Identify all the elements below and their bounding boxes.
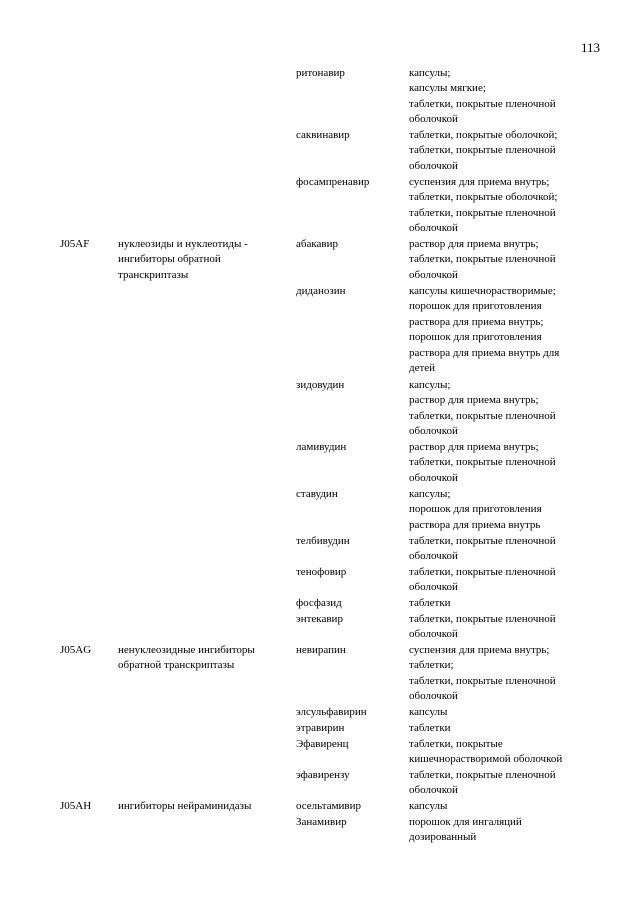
dosage-form: раствор для приема внутрь; bbox=[409, 441, 539, 453]
drug-name: осельтамивир bbox=[296, 800, 362, 812]
dosage-form: детей bbox=[409, 362, 436, 374]
dosage-form: порошок для приготовления bbox=[409, 300, 542, 313]
atc-group-name: нуклеозиды и нуклеотиды - bbox=[118, 238, 248, 250]
page-number: 113 bbox=[580, 40, 600, 55]
atc-group-name: обратной транскриптазы bbox=[118, 659, 235, 672]
dosage-form: таблетки, покрытые пленочной bbox=[409, 566, 556, 578]
dosage-form: таблетки, покрытые пленочной bbox=[409, 409, 556, 422]
drug-name: фосампренавир bbox=[296, 176, 370, 188]
dosage-form: таблетки; bbox=[409, 659, 454, 672]
dosage-form: раствора для приема внутрь; bbox=[409, 315, 544, 328]
dosage-form: таблетки, покрытые пленочной bbox=[409, 674, 556, 687]
dosage-form: порошок для приготовления bbox=[409, 331, 542, 344]
dosage-form: оболочкой bbox=[409, 425, 458, 438]
dosage-form: оболочкой bbox=[409, 550, 458, 563]
drug-name: ламивудин bbox=[296, 441, 347, 453]
dosage-form: таблетки, покрытые оболочкой; bbox=[409, 129, 558, 141]
dosage-form: капсулы; bbox=[409, 488, 451, 500]
drug-name: этравирин bbox=[296, 722, 345, 734]
atc-group-name: ингибиторы обратной bbox=[118, 253, 221, 266]
atc-code: J05AG bbox=[60, 644, 92, 656]
dosage-form: капсулы bbox=[409, 706, 448, 718]
dosage-form: суспензия для приема внутрь; bbox=[409, 644, 550, 656]
drug-name: Занамивир bbox=[296, 816, 347, 828]
drug-name: элсульфавирин bbox=[296, 706, 367, 718]
dosage-form: капсулы; bbox=[409, 67, 451, 79]
dosage-form: порошок для ингаляций bbox=[409, 816, 522, 828]
dosage-form: таблетки, покрытые пленочной bbox=[409, 535, 556, 547]
drug-name: зидовудин bbox=[296, 379, 345, 391]
drug-name: невирапин bbox=[296, 644, 346, 656]
dosage-form: оболочкой bbox=[409, 159, 458, 172]
dosage-form: оболочкой bbox=[409, 581, 458, 594]
dosage-form: таблетки, покрытые оболочкой; bbox=[409, 191, 558, 204]
dosage-form: капсулы bbox=[409, 800, 448, 812]
atc-code: J05AF bbox=[60, 238, 90, 250]
dosage-form: таблетки, покрытые пленочной bbox=[409, 206, 556, 219]
dosage-form: таблетки, покрытые bbox=[409, 738, 503, 750]
dosage-form: оболочкой bbox=[409, 784, 458, 797]
drug-name: ставудин bbox=[296, 488, 338, 500]
dosage-form: таблетки, покрытые пленочной bbox=[409, 144, 556, 157]
drug-name: Эфавиренц bbox=[296, 738, 349, 750]
drug-name: тенофовир bbox=[296, 566, 347, 578]
dosage-form: кишечнорастворимой оболочкой bbox=[409, 753, 563, 766]
atc-group-name: транскриптазы bbox=[118, 268, 189, 281]
dosage-form: таблетки, покрытые пленочной bbox=[409, 456, 556, 469]
dosage-form: таблетки, покрытые пленочной bbox=[409, 769, 556, 781]
dosage-form: оболочкой bbox=[409, 628, 458, 641]
atc-code: J05AH bbox=[60, 800, 92, 812]
dosage-form: оболочкой bbox=[409, 222, 458, 235]
dosage-form: капсулы кишечнорастворимые; bbox=[409, 285, 556, 297]
drug-name: телбивудин bbox=[296, 535, 350, 547]
dosage-form: таблетки, покрытые пленочной bbox=[409, 253, 556, 266]
dosage-form: раствор для приема внутрь; bbox=[409, 238, 539, 250]
drug-name: диданозин bbox=[296, 285, 346, 297]
dosage-form: дозированный bbox=[409, 831, 477, 844]
dosage-form: оболочкой bbox=[409, 113, 458, 126]
drug-name: фосфазид bbox=[296, 597, 342, 609]
dosage-form: порошок для приготовления bbox=[409, 503, 542, 516]
dosage-form: таблетки, покрытые пленочной bbox=[409, 613, 556, 625]
dosage-form: раствора для приема внутрь для bbox=[409, 346, 560, 359]
dosage-form: суспензия для приема внутрь; bbox=[409, 176, 550, 188]
dosage-form: таблетки, покрытые пленочной bbox=[409, 97, 556, 110]
dosage-form: капсулы; bbox=[409, 379, 451, 391]
dosage-form: таблетки bbox=[409, 597, 451, 609]
drug-name: энтекавир bbox=[296, 613, 343, 625]
dosage-form: оболочкой bbox=[409, 471, 458, 484]
dosage-form: капсулы мягкие; bbox=[409, 82, 486, 95]
drug-name: саквинавир bbox=[296, 129, 350, 141]
drug-name: эфавирензу bbox=[296, 769, 350, 781]
atc-group-name: ненуклеозидные ингибиторы bbox=[118, 644, 255, 656]
dosage-form: таблетки bbox=[409, 722, 451, 734]
dosage-form: оболочкой bbox=[409, 690, 458, 703]
drug-name: абакавир bbox=[296, 238, 339, 250]
atc-group-name: ингибиторы нейраминидазы bbox=[118, 800, 252, 812]
drug-name: ритонавир bbox=[296, 67, 345, 79]
dosage-form: раствор для приема внутрь; bbox=[409, 394, 539, 407]
dosage-form: раствора для приема внутрь bbox=[409, 518, 541, 531]
dosage-form: оболочкой bbox=[409, 268, 458, 281]
